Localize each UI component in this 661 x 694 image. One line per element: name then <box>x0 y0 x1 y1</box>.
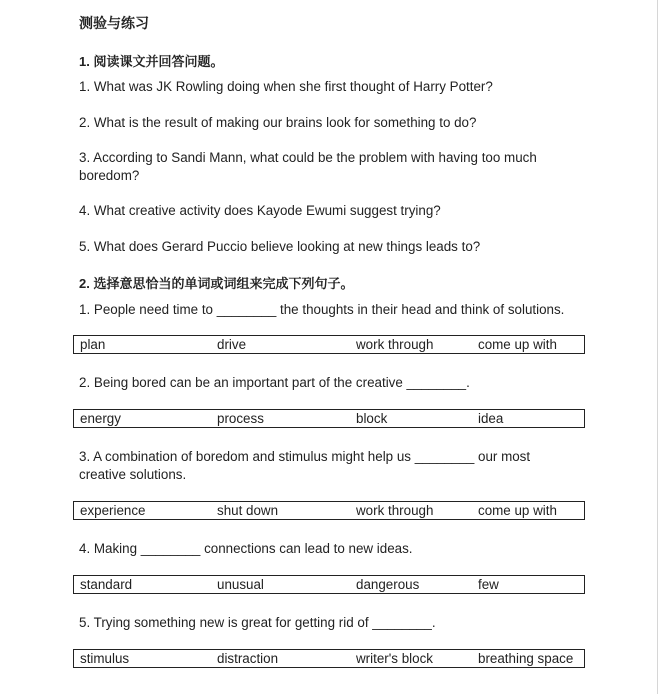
option: work through <box>356 337 434 352</box>
section-2-heading: 2. 选择意思恰当的单词或词组来完成下列句子。 <box>79 276 354 291</box>
option: unusual <box>217 577 264 592</box>
options-row-4 <box>73 575 585 594</box>
page-title: 测验与练习 <box>79 15 149 31</box>
option: shut down <box>217 503 279 518</box>
question-5: 5. What does Gerard Puccio believe looking at new things leads to? <box>79 239 481 254</box>
option: stimulus <box>80 651 130 666</box>
option: dangerous <box>356 577 420 592</box>
sentence-2: 2. Being bored can be an important part of the creative ________. <box>79 375 470 390</box>
option: work through <box>356 503 434 518</box>
option: come up with <box>478 337 557 352</box>
question-4: 4. What creative activity does Kayode Ewumi suggest trying? <box>79 203 441 218</box>
option: drive <box>217 337 247 352</box>
option: idea <box>478 411 504 426</box>
option: experience <box>80 503 146 518</box>
option: block <box>356 411 388 426</box>
question-1: 1. What was JK Rowling doing when she first thought of Harry Potter? <box>79 79 493 94</box>
sentence-3: 3. A combination of boredom and stimulus might help us ________ our most creative solutions. <box>79 449 531 482</box>
option: come up with <box>478 503 557 518</box>
option: few <box>478 577 499 592</box>
page-edge <box>657 0 658 694</box>
options-row-5 <box>73 649 585 668</box>
section-1-heading: 1. 阅读课文并回答问题。 <box>79 54 224 69</box>
option: plan <box>80 337 106 352</box>
option: energy <box>80 411 121 426</box>
option: process <box>217 411 264 426</box>
options-row-2 <box>73 409 585 428</box>
option: distraction <box>217 651 279 666</box>
option: writer's block <box>356 651 433 666</box>
question-3: 3. According to Sandi Mann, what could be the problem with having too much boredom? <box>79 150 537 183</box>
option: standard <box>80 577 133 592</box>
sentence-5: 5. Trying something new is great for getting rid of ________. <box>79 615 436 630</box>
sentence-4: 4. Making ________ connections can lead to new ideas. <box>79 541 413 556</box>
option: breathing space <box>478 651 574 666</box>
sentence-1: 1. People need time to ________ the thoughts in their head and think of solutions. <box>79 302 565 317</box>
options-row-1 <box>73 335 585 354</box>
question-2: 2. What is the result of making our brains look for something to do? <box>79 115 477 130</box>
options-row-3 <box>73 501 585 520</box>
